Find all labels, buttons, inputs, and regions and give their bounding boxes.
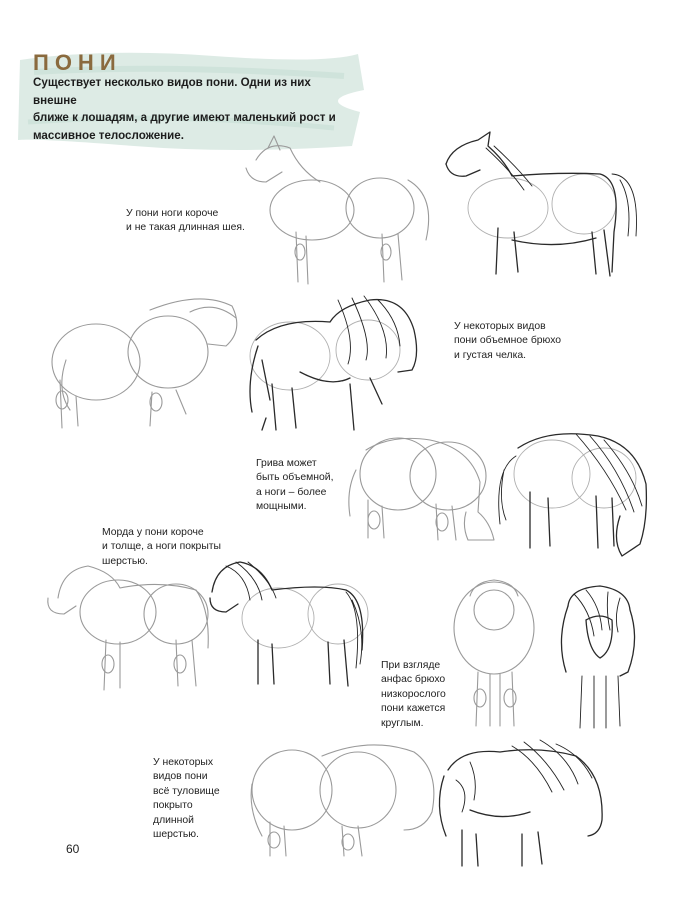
- caption-line: быть объемной,: [256, 472, 334, 484]
- caption-line: Грива может: [256, 458, 317, 469]
- page-title: ПОНИ: [33, 50, 122, 75]
- caption-line: анфас брюхо: [381, 674, 446, 686]
- caption-line: и густая челка.: [454, 349, 527, 361]
- caption-line: У некоторых видов: [454, 321, 546, 332]
- pony-sketch-1: [246, 136, 429, 284]
- pony-drawing-5: [561, 586, 634, 728]
- caption-line: Морда у пони короче: [102, 527, 204, 538]
- intro-line: массивное телосложение.: [33, 128, 184, 142]
- caption-line: а ноги – более: [256, 486, 327, 498]
- pony-drawing-1: [446, 132, 637, 276]
- caption-line: При взгляде: [381, 660, 441, 671]
- page-number: 60: [66, 842, 80, 856]
- caption-line: покрыто: [153, 800, 193, 812]
- caption-mane: [256, 457, 334, 515]
- pony-sketch-3: [349, 438, 494, 540]
- pony-sketch-2: [52, 299, 237, 428]
- caption-line: шерстью.: [102, 555, 148, 567]
- pony-drawing-6: [439, 740, 602, 866]
- caption-short-legs: [126, 207, 245, 236]
- pony-sketch-6: [251, 745, 434, 856]
- caption-line: пони объемное брюхо: [454, 335, 562, 347]
- caption-line: всё туловище: [153, 785, 220, 797]
- caption-line: и толще, а ноги покрыты: [102, 541, 222, 553]
- caption-line: шерстью.: [153, 829, 199, 841]
- caption-line: и не такая длинная шея.: [126, 222, 245, 234]
- caption-line: длинной: [153, 814, 194, 826]
- caption-belly: [454, 320, 561, 363]
- pony-sketch-5: [454, 580, 534, 726]
- pony-drawing-2: [250, 296, 417, 430]
- caption-line: низкорослого: [381, 688, 446, 700]
- caption-long-hair: [153, 756, 220, 842]
- pony-drawing-4: [210, 562, 368, 686]
- pony-drawing-3: [499, 434, 647, 556]
- caption-front-view: [381, 659, 446, 731]
- caption-line: круглым.: [381, 717, 424, 729]
- intro-line: ближе к лошадям, а другие имеют маленький рост и: [33, 111, 336, 124]
- intro-line: Существует несколько видов пони. Одни из них внешне: [33, 76, 311, 107]
- caption-line: видов пони: [153, 771, 208, 783]
- caption-line: У пони ноги короче: [126, 208, 219, 219]
- pony-sketch-4: [48, 566, 208, 690]
- caption-line: пони кажется: [381, 703, 446, 715]
- caption-muzzle: [102, 526, 221, 569]
- caption-line: мощными.: [256, 501, 307, 513]
- caption-line: У некоторых: [153, 757, 214, 768]
